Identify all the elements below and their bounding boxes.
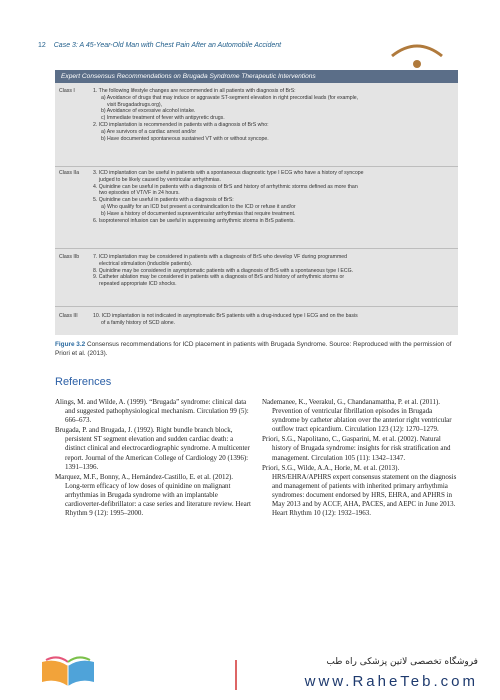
caption-text: Consensus recommendations for ICD placement in patients with Brugada Syndrome. Source: Reproduced with the permission of Priori et al. (2013). — [55, 341, 452, 357]
row-divider — [55, 248, 458, 249]
row-line: 1. The following lifestyle changes are recommended in all patients with diagnosis of BrS: — [93, 88, 296, 94]
row-class-label: Class I — [59, 88, 75, 94]
row-line: visit Brugadadrugs.org), — [107, 101, 163, 108]
reference-item: Brugada, P. and Brugada, J. (1992). Right bundle branch block, persistent ST segment elevation and sudden cardiac death: a distinct clinical and electrocardiographic syndrome. A multicenter report. Journal of the American College of Cardiology 20 (1396): 1391–1396. — [55, 426, 250, 471]
reference-item: Nademanee, K., Veerakul, G., Chandanamattha, P. et al. (2011). Prevention of ventricular fibrillation episodes in Brugada syndrome by catheter ablation over the anterior right ventricular outflow tract epicardium. Circulation 123 (12): 1270–1279. — [262, 398, 452, 434]
row-line: 5. Quinidine can be useful in patients with a diagnosis of BrS: — [93, 197, 234, 204]
footer-divider — [235, 660, 237, 690]
row-line: b) Have documented spontaneous sustained VT with or without syncope. — [101, 135, 269, 142]
row-line: a) Who qualify for an ICD but present a contraindication to the ICD or refuse it and/or — [101, 203, 296, 210]
row-divider — [55, 306, 458, 307]
figure-caption — [55, 341, 455, 358]
row-line: two episodes of VT/VF in 24 hours. — [99, 190, 180, 197]
running-header — [38, 42, 368, 49]
footer-persian-text: فروشگاه تخصصی لاتین پزشکی راه طب — [326, 657, 478, 667]
row-line: b) Avoidance of excessive alcohol intake. — [101, 108, 196, 115]
row-line: c) Immediate treatment of fever with antipyretic drugs. — [101, 115, 225, 122]
row-line: 6. Isoproterenol infusion can be useful in suppressing arrhythmic storms in BrS patients. — [93, 217, 295, 224]
row-line: 9. Catheter ablation may be considered in patients with a diagnosis of BrS and history of arrhythmic storms or — [93, 274, 345, 281]
caption-label: Figure 3.2 — [55, 341, 86, 348]
reference-item: Priori, S.G., Wilde, A.A., Horie, M. et al. (2013). HRS/EHRA/APHRS expert consensus statement on the diagnosis and management of patients with inherited primary arrhythmia syndromes: document endorsed by HRS, EHRA, and APHRS in May 2013 and by ACCF, AHA, PACES, and AEPC in June 2013. Heart Rhythm 10 (12): 1932–1963. — [262, 463, 457, 518]
references-right-column — [262, 398, 458, 518]
recommendations-table — [55, 70, 458, 335]
row-line: a) Avoidance of drugs that may induce or aggravate ST-segment elevation in right precordial leads (for example, — [101, 94, 359, 101]
reference-item: Priori, S.G., Napolitano, C., Gasparini, M. et al. (2002). Natural history of Brugada syndrome: insights for risk stratification and management. Circulation 105 (11): 1342–1347. — [262, 435, 451, 462]
row-divider — [55, 166, 458, 167]
row-line: judged to be likely caused by ventricular arrhythmias. — [99, 176, 221, 183]
table-title: Expert Consensus Recommendations on Brugada Syndrome Therapeutic Interventions — [55, 70, 458, 83]
running-title: Case 3: A 45-Year-Old Man with Chest Pain After an Automobile Accident — [53, 42, 282, 49]
references-heading: References — [55, 376, 112, 388]
row-line: 10. ICD implantation is not indicated in asymptomatic BrS patients with a drug-induced type I ECG and on the basis — [93, 313, 358, 319]
row-class-label: Class IIb — [59, 254, 80, 260]
row-line: repeated appropriate ICD shocks. — [99, 281, 177, 288]
page-number: 12 — [38, 42, 46, 49]
row-line: 4. Quinidine can be useful in patients with a diagnosis of BrS and history of arrhythmic storms defined as more than — [93, 183, 358, 190]
row-line: 2. ICD implantation is recommended in patients with a diagnosis of BrS who: — [93, 121, 269, 128]
reference-item: Alings, M. and Wilde, A. (1999). “Brugada” syndrome: clinical data and suggested pathophysiological mechanism. Circulation 99 (5): 666–673. — [55, 398, 249, 425]
row-class-label: Class IIa — [59, 170, 80, 176]
footer-url: www.RaheTeb.com — [304, 673, 478, 690]
row-line: b) Have a history of documented supraventricular arrhythmias that require treatment. — [101, 210, 296, 217]
row-line: of a family history of SCD alone. — [101, 319, 176, 326]
row-line: 8. Quinidine may be considered in asymptomatic patients with a diagnosis of BrS with a spontaneous type I ECG. — [93, 267, 354, 274]
row-line: a) Are survivors of a cardiac arrest and/or — [101, 128, 197, 135]
open-book-logo-icon — [38, 652, 98, 692]
row-line: 3. ICD implantation can be useful in patients with a spontaneous diagnostic type I ECG who have a history of syncope — [93, 170, 364, 176]
row-class-label: Class III — [59, 313, 78, 319]
reference-item: Marquez, M.F., Bonny, A., Hernández-Castillo, E. et al. (2012). Long-term efficacy of low doses of quinidine on malignant arrhythmias in Brugada syndrome with an implantable cardioverter-defibrillator: a case series and literature review. Heart Rhythm 9 (12): 1995–2000. — [55, 472, 251, 518]
references-left-column — [55, 398, 251, 518]
row-line: 7. ICD implantation may be considered in patients with a diagnosis of BrS who develop VF during programmed — [93, 254, 348, 260]
row-line: electrical stimulation (inducible patients). — [99, 260, 193, 267]
